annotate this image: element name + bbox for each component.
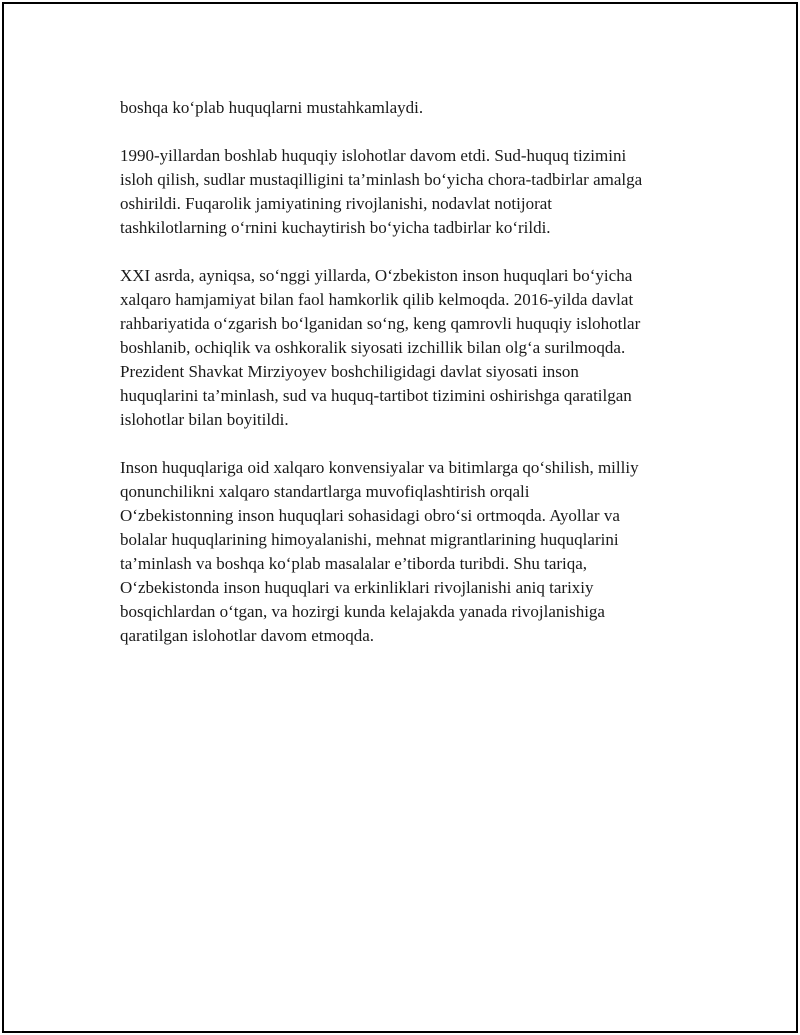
text-line: huquqlarini ta’minlash, sud va huquq-tartibot tizimini oshirishga qaratilgan <box>120 386 632 405</box>
text-line: bosqichlardan o‘tgan, va hozirgi kunda kelajakda yanada rivojlanishiga <box>120 602 605 621</box>
document-body <box>120 96 710 672</box>
text-line: qaratilgan islohotlar davom etmoqda. <box>120 626 374 645</box>
text-line: O‘zbekistonning inson huquqlari sohasidagi obro‘si ortmoqda. Ayollar va <box>120 506 620 525</box>
text-line: islohotlar bilan boyitildi. <box>120 410 289 429</box>
text-line: oshirildi. Fuqarolik jamiyatining rivojlanishi, nodavlat notijorat <box>120 194 553 213</box>
paragraph-3 <box>120 264 710 432</box>
text-line: boshlanib, ochiqlik va oshkoralik siyosati izchillik bilan olg‘a surilmoqda. <box>120 338 626 357</box>
text-line: XXI asrda, ayniqsa, so‘nggi yillarda, O‘zbekiston inson huquqlari bo‘yicha <box>120 266 633 285</box>
text-line: ta’minlash va boshqa ko‘plab masalalar e’tiborda turibdi. Shu tariqa, <box>120 554 588 573</box>
text-line: Prezident Shavkat Mirziyoyev boshchiligidagi davlat siyosati inson <box>120 362 579 381</box>
paragraph-1 <box>120 96 710 120</box>
text-line: boshqa ko‘plab huquqlarni mustahkamlaydi. <box>120 98 424 117</box>
text-line: rahbariyatida o‘zgarish bo‘lganidan so‘ng, keng qamrovli huquqiy islohotlar <box>120 314 641 333</box>
text-line: isloh qilish, sudlar mustaqilligini ta’minlash bo‘yicha chora-tadbirlar amalga <box>120 170 643 189</box>
paragraph-4 <box>120 456 710 648</box>
text-line: O‘zbekistonda inson huquqlari va erkinliklari rivojlanishi aniq tarixiy <box>120 578 594 597</box>
text-line: tashkilotlarning o‘rnini kuchaytirish bo‘yicha tadbirlar ko‘rildi. <box>120 218 551 237</box>
paragraph-2 <box>120 144 710 240</box>
text-line: Inson huquqlariga oid xalqaro konvensiyalar va bitimlarga qo‘shilish, milliy <box>120 458 639 477</box>
text-line: bolalar huquqlarining himoyalanishi, mehnat migrantlarining huquqlarini <box>120 530 619 549</box>
document-page <box>2 2 798 1033</box>
text-line: xalqaro hamjamiyat bilan faol hamkorlik qilib kelmoqda. 2016-yilda davlat <box>120 290 634 309</box>
text-line: qonunchilikni xalqaro standartlarga muvofiqlashtirish orqali <box>120 482 530 501</box>
text-line: 1990-yillardan boshlab huquqiy islohotlar davom etdi. Sud-huquq tizimini <box>120 146 627 165</box>
